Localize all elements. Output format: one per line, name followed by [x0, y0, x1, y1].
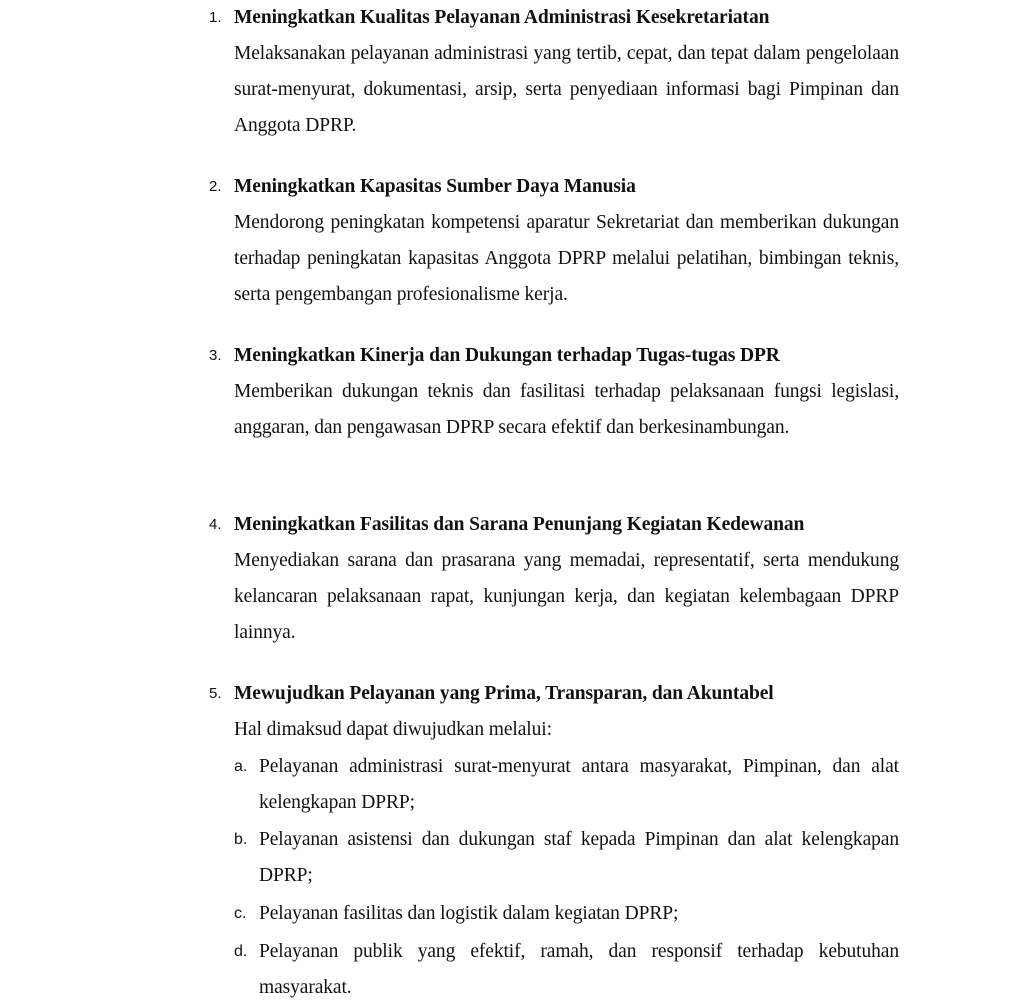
- sub-item-text: Pelayanan publik yang efektif, ramah, dan responsif terhadap kebutuhan masyarakat.: [259, 941, 899, 998]
- sub-item-letter: c.: [234, 905, 247, 922]
- list-number: 3.: [209, 347, 222, 364]
- list-body: Hal dimaksud dapat diwujudkan melalui:: [234, 719, 552, 740]
- list-body: Memberikan dukungan teknis dan fasilitasi terhadap pelaksanaan fungsi legislasi, anggaran, dan pengawasan DPRP secara efektif dan berkesinambungan.: [234, 381, 899, 438]
- list-number: 2.: [209, 178, 222, 195]
- sub-item-letter: a.: [234, 758, 248, 775]
- list-number: 4.: [209, 516, 222, 533]
- sub-item-letter: d.: [234, 943, 248, 960]
- list-body: Menyediakan sarana dan prasarana yang memadai, representatif, serta mendukung kelancaran pelaksanaan rapat, kunjungan kerja, dan kegiatan kelembagaan DPRP lainnya.: [234, 550, 899, 643]
- list-number: 5.: [209, 685, 222, 702]
- sub-item-text: Pelayanan asistensi dan dukungan staf kepada Pimpinan dan alat kelengkapan DPRP;: [259, 829, 899, 886]
- sub-item-letter: b.: [234, 831, 248, 848]
- sub-item-text: Pelayanan fasilitas dan logistik dalam kegiatan DPRP;: [259, 903, 679, 924]
- list-body: Mendorong peningkatan kompetensi aparatur Sekretariat dan memberikan dukungan terhadap peningkatan kapasitas Anggota DPRP melalui pelatihan, bimbingan teknis, serta pengembangan profesionalisme kerja.: [234, 212, 899, 305]
- list-body: Melaksanakan pelayanan administrasi yang tertib, cepat, dan tepat dalam pengelolaan surat-menyurat, dokumentasi, arsip, serta penyediaan informasi bagi Pimpinan dan Anggota DPRP.: [234, 43, 899, 136]
- list-heading: Meningkatkan Kinerja dan Dukungan terhadap Tugas-tugas DPR: [234, 345, 780, 366]
- list-heading: Meningkatkan Kapasitas Sumber Daya Manusia: [234, 176, 636, 197]
- sub-item-text: Pelayanan administrasi surat-menyurat antara masyarakat, Pimpinan, dan alat kelengkapan DPRP;: [259, 756, 899, 813]
- list-heading: Meningkatkan Kualitas Pelayanan Administrasi Kesekretariatan: [234, 7, 770, 28]
- list-heading: Meningkatkan Fasilitas dan Sarana Penunjang Kegiatan Kedewanan: [234, 514, 805, 535]
- list-number: 1.: [209, 9, 222, 26]
- list-heading: Mewujudkan Pelayanan yang Prima, Transparan, dan Akuntabel: [234, 683, 774, 704]
